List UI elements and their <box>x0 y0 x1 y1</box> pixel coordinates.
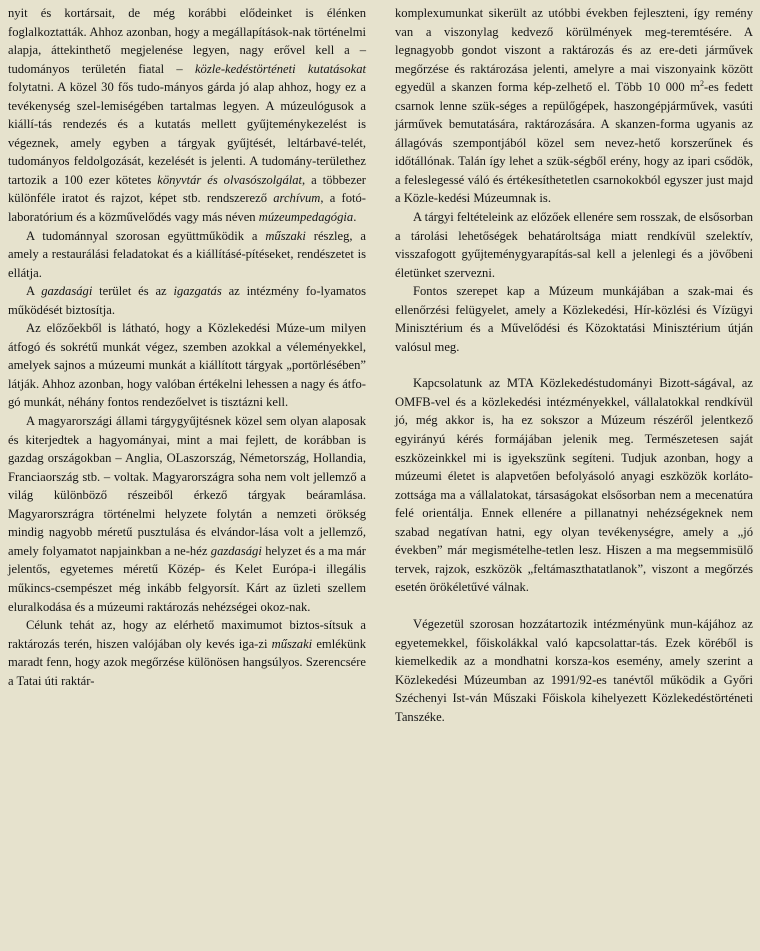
paragraph: Az előzőekből is látható, hogy a Közlekedési Múze-um milyen átfogó és sokrétű munkát végez, szemben azokkal a véleményekkel, amelyek sajnos a múzeumi munkát a kiállított tárgyak „portörlésében” látják. Ahhoz azonban, hogy valóban értékelni lehessen a nagy és átfo-gó munkát, néhány fontos rendezőelvet is tisztázni kell. <box>8 321 366 410</box>
right-column <box>395 4 753 726</box>
paragraph: Célunk tehát az, hogy az elérhető maximumot biztos-sítsuk a raktározás terén, hiszen valójában oly kevés iga-zi műszaki emlékünk maradt fenn, hogy azok megőrzése különösen hangsúlyos. Szerencsére a Tatai úti raktár- <box>8 618 366 688</box>
paragraph: komplexumunkat sikerült az utóbbi években fejleszteni, így remény van a viszonylag kedvező körülmények meg-teremtésére. A legnagyobb gondot viszont a raktározás és az ere-deti járművek megőrzése és raktározása jelenti, amelyre a mai viszonyaink között egyedül a skanzen forma kép-zelhető el. Több 10 000 $m^2-es$ fedett csarnok lenne szük-séges a repülőgépek, haszongépjárművek, vasúti járművek bemutatására, raktározására. A skanzen-forma ugyanis az állagóvás szempontjából közel sem nevez-hető korszerűnek és időtállónak. Talán így lehet a szük-ségből erény, hogy az ipari csődök, a feleslegessé váló és értékesíthetetlen csarnokokból egyszer just majd a Közle-kedési Múzeumnak is. <box>395 6 753 206</box>
paragraph: A gazdasági terület és az igazgatás az intézmény fo-lyamatos működését biztosítja. <box>8 284 366 317</box>
paragraph: Kapcsolatunk az MTA Közlekedéstudományi Bizott-ságával, az OMFB-vel és a közlekedési intézményekkel, vállalatokkal rendkívül jó, még akkor is, ha ez sokszor a Múzeum részéről jelentkező egyirányú kérés formájában jelenik meg. Természetesen saját eszközeinkkel mi is igyekszünk segíteni. Tudjuk azonban, hogy a múzeumi életet is alapvetően befolyásoló anyagi eszközök korláto-zottsága ma a vállalatokat, társaságokat elsősorban nem a mecenatúra felé orientálja. Ennek ellenére a pillanatnyi nehézségeknek nem szabad negatívan hatni, egy olyan tevékenységre, amely a „jó években” már megismételhe-tetlen lesz. Hiszen a ma megsemmisülő tervek, rajzok, eszközök „feltámaszthatatlanok”, viszont a megőrzés esetén örökéletűvé válnak. <box>395 376 753 595</box>
left-column <box>8 4 366 690</box>
paragraph: Fontos szerepet kap a Múzeum munkájában a szak-mai és ellenőrzési felügyelet, amely a Közlekedési, Hír-közlési és Vízügyi Minisztérium és a Művelődési és Közoktatási Minisztérium útján valósul meg. <box>395 284 753 354</box>
paragraph: A tárgyi feltételeink az előzőek ellenére sem rosszak, de elsősorban a tárolási lehetőségek behatároltsága miatt rendkívül szelektív, visszafogott gyűjteménygyarapítás-sal kell a jelenlegi és a jövőbeni életünket szervezni. <box>395 210 753 280</box>
paragraph: A tudománnyal szorosan együttműködik a műszaki részleg, a amely a restaurálási feladatokat és a kiállításé-pítéseket, rendészetet is ellátja. <box>8 228 366 280</box>
paragraph: A magyarországi állami tárgygyűjtésnek közel sem olyan alaposak és kiterjedtek a hagyományai, mint a mai fejlett, de korábban is gazdag országokban – Anglia, OLaszország, Németország, Hollandia, Franciaország stb. – voltak. Magyarországra soha nem volt jellemző a világ különböző részeiből érkező tárgyak beáramlása. Magyarorszrágra történelmi helyzete folytán a nemzeti örökség mindig nagyobb méretű pusztulása és elvándor-lása volt a jellemző, amely folyamatot napjainkban a ne-héz gazdasági helyzet és a ma már jelentős, egyetemes méretű Közép- és Kelet Európa-i illegális műkincs-csempészet még inkább felgyorsít. Kárt az üzleti szellem eluralkodása és a múzeumi raktározás nehézségei okoz-nak. <box>8 414 366 614</box>
paragraph: Végezetül szorosan hozzátartozik intézményünk mun-kájához az egyetemekkel, főiskolákkal való kapcsolattar-tás. Ezek köréből is kiemelkedik az a mondhatni korsza-kos esemény, amely szerint a Közlekedési Múzeumban az 1991/92-es tanévtől működik a Győri Széchenyi Ist-ván Műszaki Főiskola kihelyezett Közlekedéstörténeti Tanszéke. <box>395 616 753 724</box>
paragraph: nyit és kortársait, de még korábbi elődeinket is élénken foglalkoztatták. Ahhoz azonban, hogy a megállapítások-nak történelmi alapja, áttekinthető megjelenése legyen, nagy erővel kell a – tudományos területén fiatal – közle-kedéstörténeti kutatásokat folytatni. A közel 30 fős tudo-mányos gárda jó alap ahhoz, hogy ez a tevékenység szel-lemiségében tartalmas legyen. A múzeulógusok a kiállí-tás rendezés és a kutatás mellett gyűjteménykezelést is végeznek, amely egyben a tárgyak gyűjtését, leltárbavé-telét, tudományos feldolgozását, kezelését is jelenti. A tudomány-területhez tartozik a 100 ezer kötetes könyvtár és olvasószolgálat, a többezer különféle iratot és rajzot, képet stb. rendszerező archívum, a fotó-laboratórium és a közművelődés vagy más néven múzeumpedagógia. <box>8 6 367 225</box>
